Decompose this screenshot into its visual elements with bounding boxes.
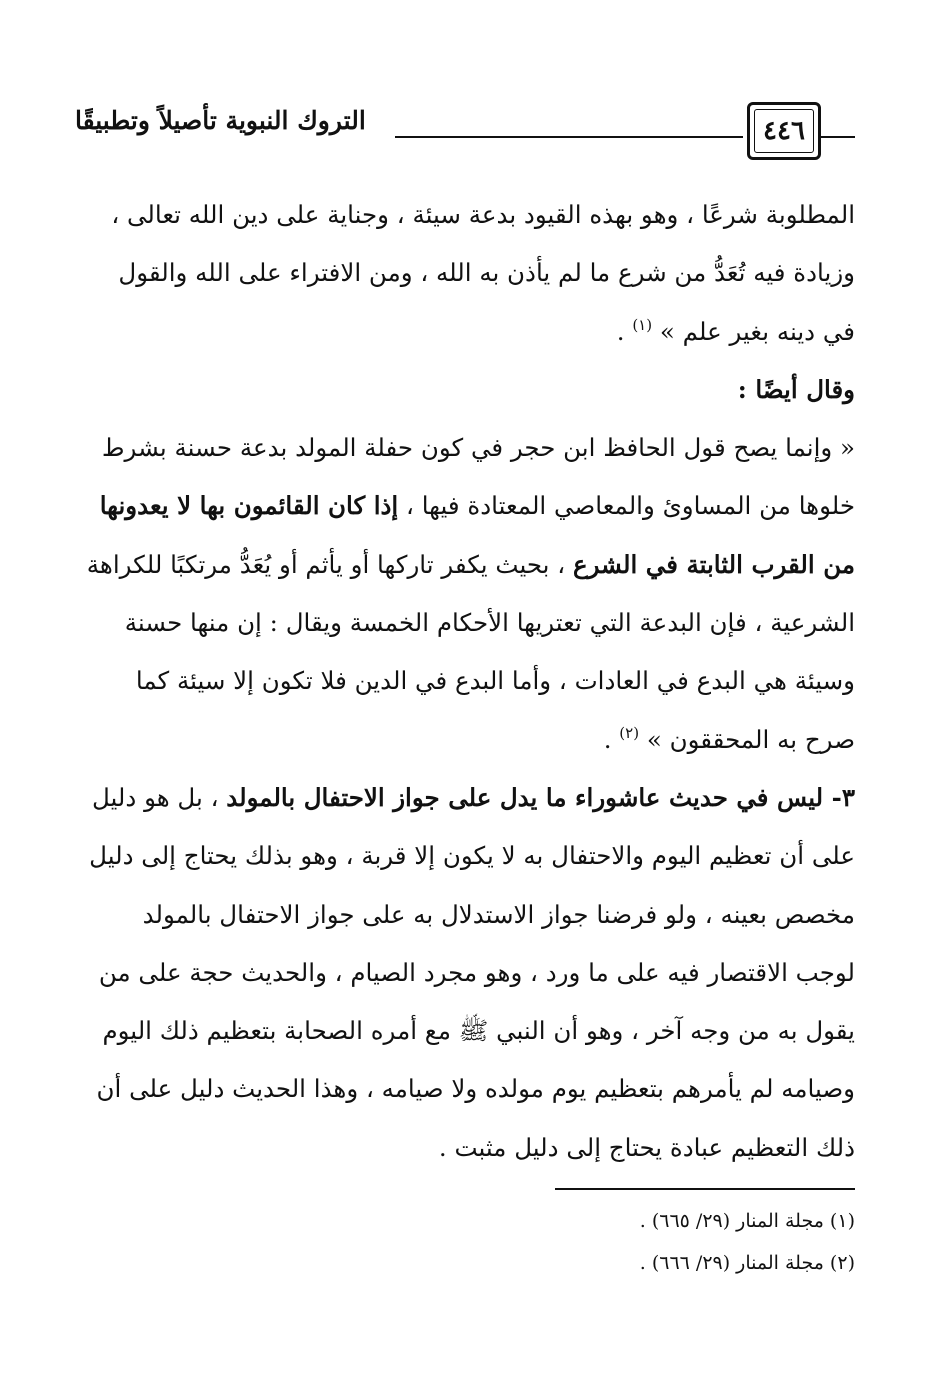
paragraph-1-end: . xyxy=(616,316,633,346)
footnotes xyxy=(80,1200,855,1284)
quote-text-a: « وإنما يصح قول الحافظ ابن حجر في كون حفلة المولد بدعة حسنة بشرط خلوها من المساوئ والمعاصي المعتادة فيها ، xyxy=(101,433,855,521)
paragraph-4 xyxy=(80,769,855,1177)
point-3-text: ، بل هو دليل على أن تعظيم اليوم والاحتفال به لا يكون إلا قربة ، وهو بذلك يحتاج إلى دليل مخصص بعينه ، ولو فرضنا جواز الاستدلال به على جواز الاحتفال بالمولد لوجب الاقتصار فيه على ما ورد ، وهو مجرد الصيام ، والحديث حجة على من يقول به من وجه آخر ، وهو أن النبي ﷺ مع أمره الصحابة بتعظيم ذلك اليوم وصيامه لم يأمرهم بتعظيم يوم مولده ولا صيامه ، وهذا الحديث دليل على أن ذلك التعظيم عبادة يحتاج إلى دليل مثبت . xyxy=(89,782,855,1162)
quote-text-b: ، بحيث يكفر تاركها أو يأثم أو يُعَدُّ مرتكبًا للكراهة الشرعية ، فإن البدعة التي تعتريها الأحكام الخمسة ويقال : إن منها حسنة وسيئة هي البدع في العادات ، وأما البدع في الدين فلا تكون إلا سيئة كما صرح به المحققون » xyxy=(86,549,855,754)
quote-bold-text: إذا كان القائمون بها لا يعدونها من القرب الثابتة في الشرع xyxy=(99,491,855,579)
paragraph-1-text: المطلوبة شرعًا ، وهو بهذه القيود بدعة سيئة ، وجناية على دين الله تعالى ، وزيادة فيه تُعَدُّ من شرع ما لم يأذن به الله ، ومن الافتراء على الله والقول في دينه بغير علم » xyxy=(111,200,855,346)
header-rule-end xyxy=(821,136,855,138)
paragraph-2 xyxy=(80,361,855,419)
page-number: ٤٤٦ xyxy=(747,102,821,160)
paragraph-3-end: . xyxy=(603,724,620,754)
footnote-ref-1: (١) xyxy=(632,315,653,334)
footnote-1: (١) مجلة المنار (٢٩/ ٦٦٥) . xyxy=(639,1210,855,1232)
page-header xyxy=(75,100,855,162)
footnote-2: (٢) مجلة المنار (٢٩/ ٦٦٦) . xyxy=(639,1252,855,1274)
footnote-divider xyxy=(555,1188,855,1190)
quote-intro: وقال أيضًا : xyxy=(737,374,855,404)
paragraph-1 xyxy=(80,186,855,361)
header-rule xyxy=(395,136,743,138)
paragraph-3 xyxy=(80,419,855,769)
point-3-heading: ٣- ليس في حديث عاشوراء ما يدل على جواز الاحتفال بالمولد xyxy=(226,782,855,812)
footnote-ref-2: (٢) xyxy=(619,723,640,742)
body-text xyxy=(80,186,855,1177)
running-title: التروك النبوية تأصيلاً وتطبيقًا xyxy=(75,106,366,135)
